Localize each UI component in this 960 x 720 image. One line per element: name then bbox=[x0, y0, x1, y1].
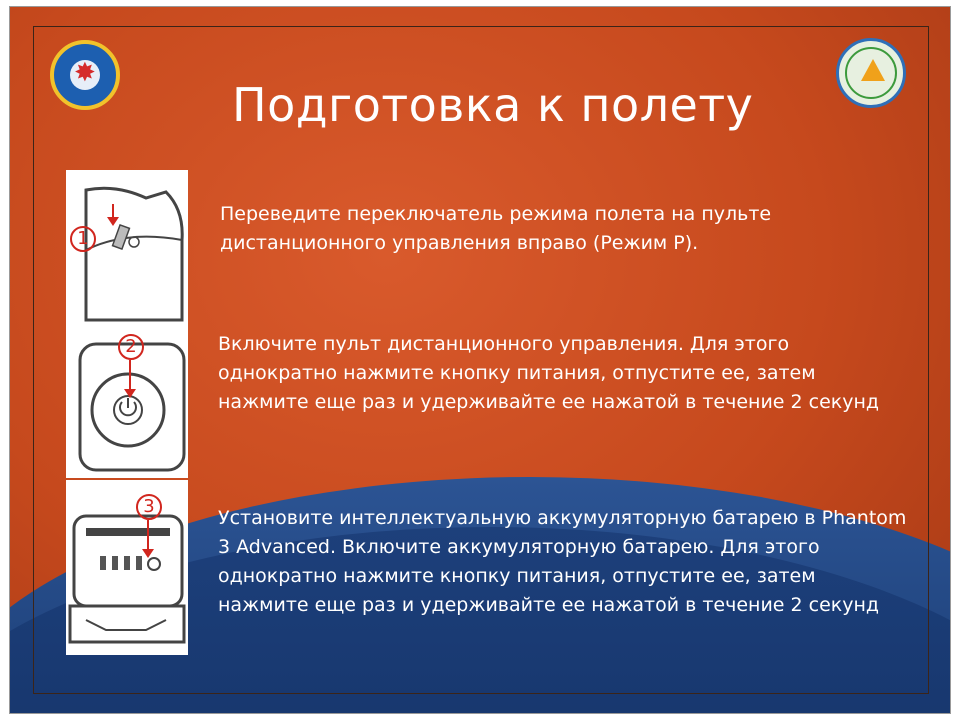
step-3-text: Установите интеллектуальную аккумуляторную батарею в Phantom 3 Advanced. Включите аккумуляторную батарею. Для этого однократно нажмите кнопку питания, отпустите ее, затем нажмите еще раз и удерживайте ее нажатой в течение 2 секунд bbox=[218, 507, 907, 616]
slide-title: Подготовка к полету bbox=[232, 78, 754, 132]
illustration-mode-switch bbox=[66, 170, 188, 332]
step-1-text: Переведите переключатель режима полета на пульте дистанционного управления вправо (Режим P). bbox=[220, 203, 772, 254]
step-badge-2: 2 bbox=[118, 334, 144, 360]
step-badge-3: 3 bbox=[136, 494, 162, 520]
step-2-text: Включите пульт дистанционного управления. Для этого однократно нажмите кнопку питания, отпустите ее, затем нажмите еще раз и удерживайте ее нажатой в течение 2 секунд bbox=[218, 333, 880, 413]
arrow-icon bbox=[112, 204, 114, 218]
arrow-icon bbox=[129, 360, 131, 390]
civil-defense-logo-icon bbox=[836, 38, 906, 108]
battery-drawing-icon bbox=[66, 480, 188, 655]
illustration-battery bbox=[66, 480, 188, 655]
arrow-icon bbox=[147, 520, 149, 550]
step-badge-1: 1 bbox=[70, 226, 96, 252]
emercom-logo-icon: ✸ bbox=[50, 40, 120, 110]
illustration-power-button bbox=[66, 332, 188, 478]
